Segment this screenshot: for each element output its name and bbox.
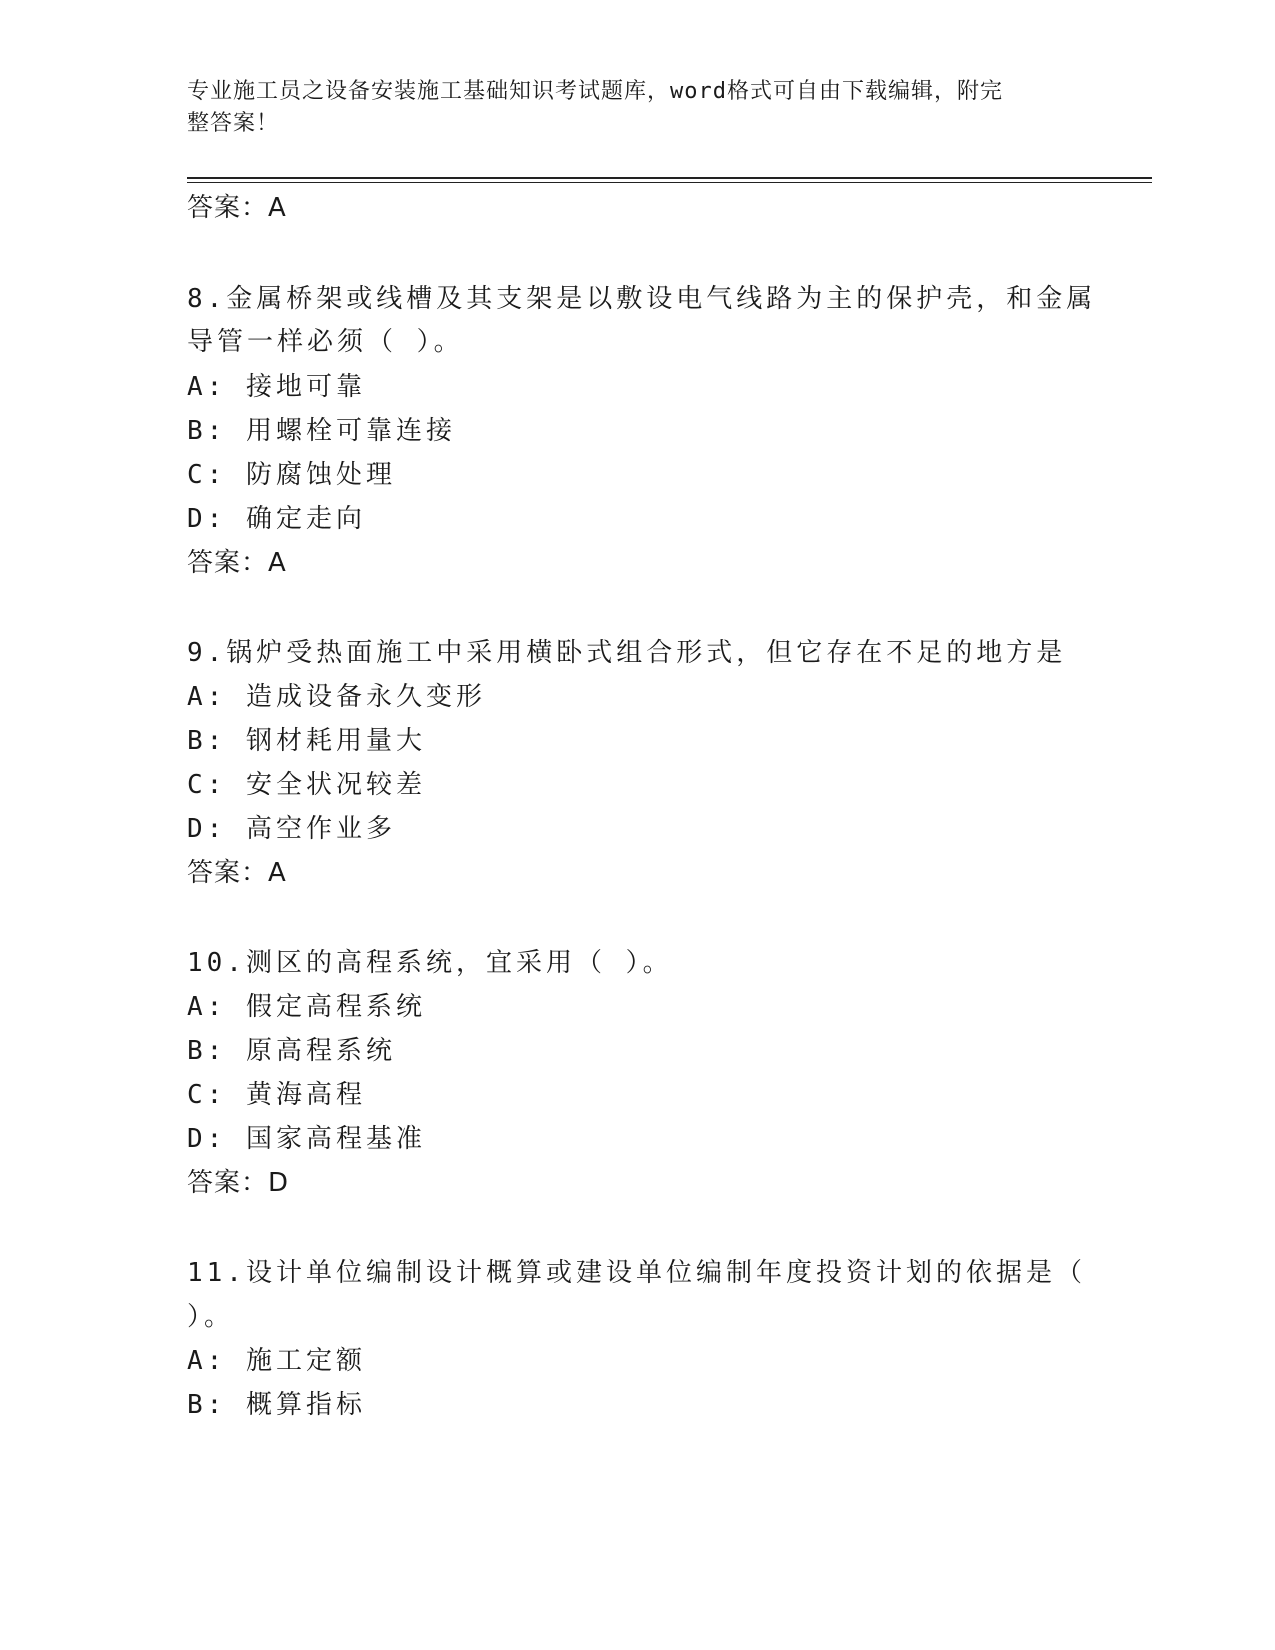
question-8-answer: 答案：A — [187, 548, 287, 578]
question-10-option-c: C: 黄海高程 — [187, 1080, 366, 1110]
question-10-answer: 答案：D — [187, 1168, 290, 1198]
question-9-answer: 答案：A — [187, 858, 287, 888]
question-9-option-a: A: 造成设备永久变形 — [187, 682, 486, 712]
question-9-option-c: C: 安全状况较差 — [187, 770, 426, 800]
question-9-stem-line-1: 9.锅炉受热面施工中采用横卧式组合形式，但它存在不足的地方是 — [187, 638, 1067, 668]
question-9-option-d: D: 高空作业多 — [187, 814, 396, 844]
question-10-stem-line-1: 10.测区的高程系统，宜采用（ ）。 — [187, 948, 673, 978]
question-10-option-b: B: 原高程系统 — [187, 1036, 396, 1066]
question-11-option-a: A: 施工定额 — [187, 1346, 366, 1376]
question-11-stem-line-1: 11.设计单位编制设计概算或建设单位编制年度投资计划的依据是（ — [187, 1258, 1086, 1288]
question-9-option-b: B: 钢材耗用量大 — [187, 726, 426, 756]
header-line-2: 整答案！ — [187, 111, 280, 136]
question-8-option-d: D: 确定走向 — [187, 504, 366, 534]
header-divider-thin — [187, 182, 1152, 183]
question-8-option-b: B: 用螺栓可靠连接 — [187, 416, 456, 446]
question-10-option-a: A: 假定高程系统 — [187, 992, 426, 1022]
header-divider-thick — [187, 177, 1152, 179]
question-11-stem-line-2: ）。 — [187, 1302, 235, 1332]
document-header — [187, 76, 1067, 140]
question-10-option-d: D: 国家高程基准 — [187, 1124, 426, 1154]
answer-previous: 答案：A — [187, 193, 287, 223]
question-8-stem-line-2: 导管一样必须（ ）。 — [187, 327, 464, 357]
question-8-option-a: A: 接地可靠 — [187, 372, 366, 402]
question-11-option-b: B: 概算指标 — [187, 1390, 366, 1420]
question-8-stem-line-1: 8.金属桥架或线槽及其支架是以敷设电气线路为主的保护壳，和金属 — [187, 284, 1097, 314]
header-line-1: 专业施工员之设备安装施工基础知识考试题库，word格式可自由下载编辑，附完 — [187, 79, 1003, 104]
question-8-option-c: C: 防腐蚀处理 — [187, 460, 396, 490]
